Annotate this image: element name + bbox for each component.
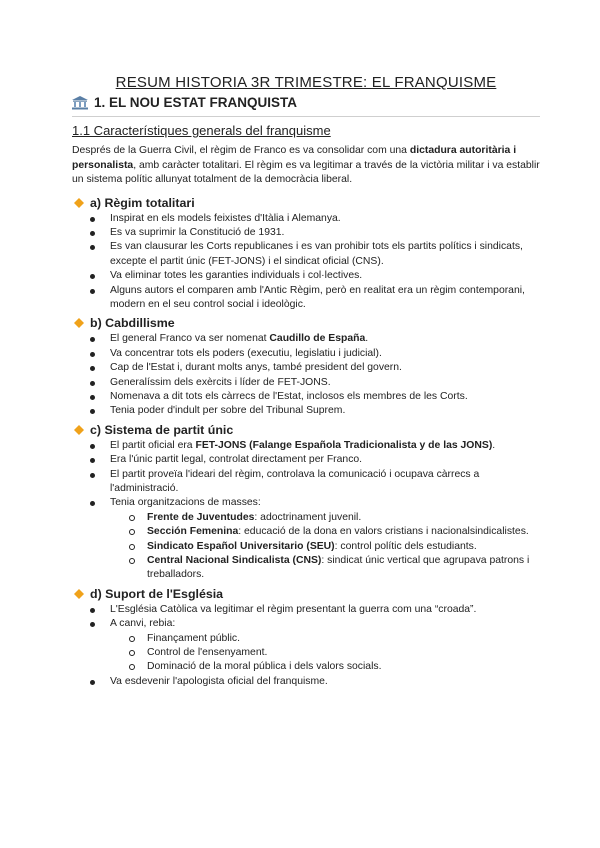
- diamond-bullet-icon: [74, 589, 84, 599]
- heading-d-text: d) Suport de l'Església: [90, 586, 224, 601]
- section-heading-1: [72, 95, 540, 110]
- list-item-bold: FET-JONS (Falange Española Tradicionalista y de las JONS): [195, 439, 493, 451]
- sublist-church: [110, 632, 540, 675]
- diamond-bullet-icon: [74, 425, 84, 435]
- list-item: [72, 617, 540, 675]
- list-c: [72, 439, 540, 583]
- list-a: [72, 212, 540, 313]
- list-item: Generalíssim dels exèrcits i líder de FET-JONS.: [72, 376, 540, 390]
- intro-bold: dictadura autoritària i personalista: [72, 145, 517, 171]
- heading-a: [74, 196, 540, 210]
- list-d: [72, 603, 540, 689]
- list-item: Inspirat en els models feixistes d'Itàlia i Alemanya.: [72, 212, 540, 226]
- heading-b-text: b) Cabdillisme: [90, 316, 175, 331]
- org-desc: : educació de la dona en valors cristians i nacionalsindicalistes.: [238, 526, 529, 538]
- list-item-text: A canvi, rebia:: [110, 618, 176, 630]
- subsection-heading: 1.1 Característiques generals del franquisme: [72, 123, 331, 138]
- sublist-item: [110, 511, 540, 525]
- diamond-bullet-icon: [74, 318, 84, 328]
- list-item: Alguns autors el comparen amb l'Antic Règim, però en realitat era un règim contemporani, modern en el seu control social i ideològic.: [72, 284, 540, 313]
- org-desc: : control polític dels estudiants.: [334, 540, 477, 552]
- heading-d: [74, 587, 540, 601]
- list-item-text: .: [365, 333, 369, 345]
- list-item: El partit proveïa l'ideari del règim, controlava la comunicació i ocupava càrrecs a l'administració.: [72, 468, 540, 497]
- sublist-item: [110, 554, 540, 583]
- list-item-text: El partit oficial era: [110, 439, 196, 451]
- sublist-orgs: [110, 511, 540, 583]
- heading-a-text: a) Règim totalitari: [90, 195, 195, 210]
- classical-building-icon: [72, 96, 88, 110]
- list-item-text: El general Franco va ser nomenat: [110, 333, 270, 345]
- list-item-text: Tenia organitzacions de masses:: [110, 497, 261, 509]
- heading-c-text: c) Sistema de partit únic: [90, 422, 234, 437]
- list-item: Nomenava a dit tots els càrrecs de l'Estat, inclosos els membres de les Corts.: [72, 390, 540, 404]
- intro-paragraph: [72, 144, 540, 188]
- sublist-item: Dominació de la moral pública i dels valors socials.: [110, 660, 540, 674]
- diamond-bullet-icon: [74, 198, 84, 208]
- heading-c: [74, 423, 540, 437]
- org-name: Sindicato Español Universitario (SEU): [147, 540, 335, 552]
- list-item: [72, 332, 540, 346]
- list-item: Cap de l'Estat i, durant molts anys, també president del govern.: [72, 361, 540, 375]
- list-item: Es van clausurar les Corts republicanes i es van prohibir tots els partits polítics i sindicats, excepte el partit únic (FET-JONS) i el sindicat oficial (CNS).: [72, 240, 540, 269]
- heading-b: [74, 316, 540, 330]
- list-item-text: .: [492, 439, 496, 451]
- sublist-item: Control de l'ensenyament.: [110, 646, 540, 660]
- section-heading-1-text: 1. EL NOU ESTAT FRANQUISTA: [94, 95, 298, 110]
- intro-text-1: Després de la Guerra Civil, el règim de Franco es va consolidar com una: [72, 145, 410, 156]
- divider: [72, 116, 540, 117]
- intro-text-2: , amb caràcter totalitari. El règim es va legitimar a través de la victòria militar i va establir un sistema polític allunyat totalment de la democràcia liberal.: [72, 159, 540, 185]
- list-item: Es va suprimir la Constitució de 1931.: [72, 226, 540, 240]
- org-name: Central Nacional Sindicalista (CNS): [147, 555, 322, 567]
- list-item: Era l'únic partit legal, controlat directament per Franco.: [72, 453, 540, 467]
- org-desc: : sindicat únic vertical que agrupava patrons i treballadors.: [147, 555, 530, 581]
- list-b: [72, 332, 540, 418]
- sublist-item: Finançament públic.: [110, 632, 540, 646]
- list-item: [72, 496, 540, 582]
- org-desc: : adoctrinament juvenil.: [254, 511, 362, 523]
- sublist-item: [110, 540, 540, 554]
- list-item: Va esdevenir l'apologista oficial del franquisme.: [72, 675, 540, 689]
- list-item: Va concentrar tots els poders (executiu, legislatiu i judicial).: [72, 347, 540, 361]
- document-title: RESUM HISTORIA 3R TRIMESTRE: EL FRANQUISME: [115, 74, 497, 91]
- sublist-item: [110, 525, 540, 539]
- list-item: L'Església Catòlica va legitimar el règim presentant la guerra com una “croada”.: [72, 603, 540, 617]
- list-item-bold: Caudillo de España: [269, 333, 366, 345]
- org-name: Sección Femenina: [147, 526, 239, 538]
- list-item: Tenia poder d'indult per sobre del Tribunal Suprem.: [72, 404, 540, 418]
- list-item: [72, 439, 540, 453]
- list-item: Va eliminar totes les garanties individuals i col·lectives.: [72, 269, 540, 283]
- org-name: Frente de Juventudes: [147, 511, 255, 523]
